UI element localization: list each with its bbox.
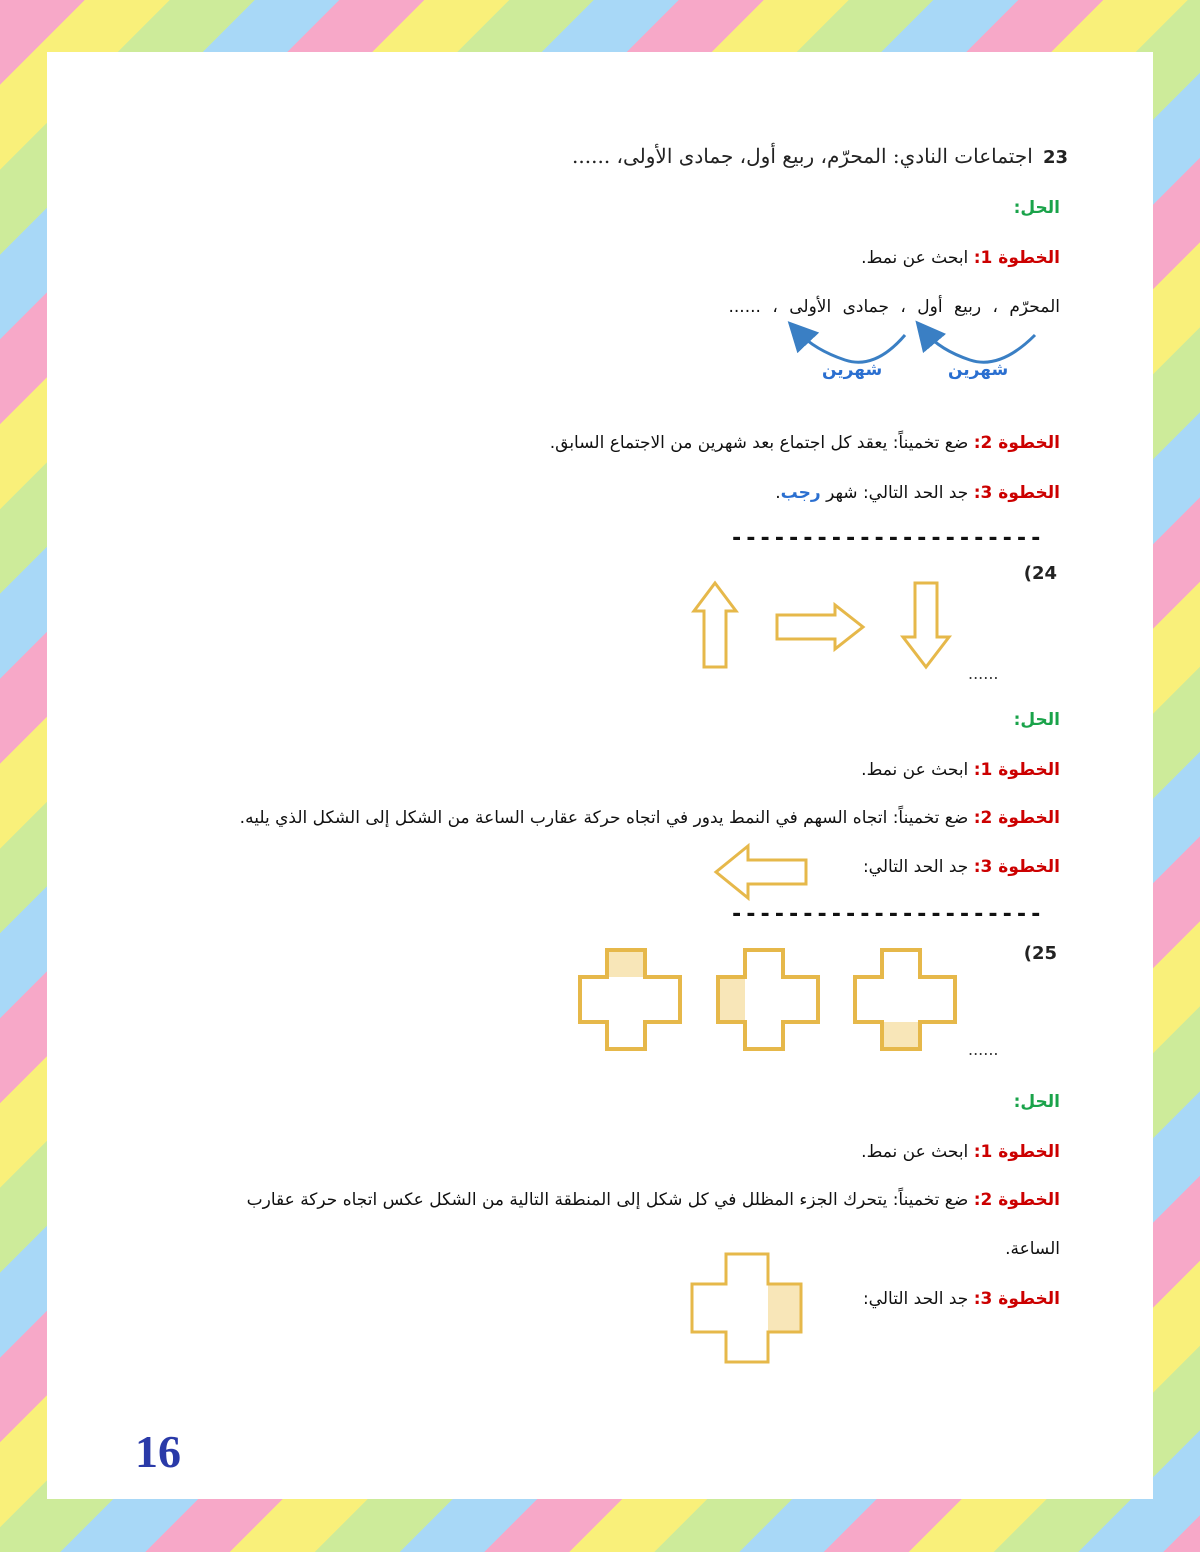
q24-step2-text: ضع تخميناً: اتجاه السهم في النمط يدور في اتجاه حركة عقارب الساعة من الشكل إلى الشكل الذي يليه. <box>239 808 969 828</box>
q23-arrows-diagram <box>780 320 1050 365</box>
page-number: 16 <box>135 1426 181 1477</box>
q24-step1 <box>861 760 1060 780</box>
shape-arrow-down <box>903 583 949 667</box>
arrow-curve-left <box>798 332 905 362</box>
q23-step3-end: . <box>775 483 781 503</box>
q23-number: 23 <box>1042 147 1068 168</box>
q25-step2-label: الخطوة 2: <box>973 1190 1060 1210</box>
q24-step3-label: الخطوة 3: <box>973 857 1060 877</box>
separator-1: ---------------------- <box>730 526 1044 551</box>
q24-arrows-figure <box>685 575 970 675</box>
q25-number: (25 <box>1023 943 1057 964</box>
q25-step1 <box>861 1142 1060 1162</box>
q25-solution-label: الحل: <box>1013 1092 1060 1112</box>
q25-crosses-figure <box>575 945 965 1057</box>
shape-arrow-right <box>777 605 863 649</box>
q24-step2-label: الخطوة 2: <box>973 808 1060 828</box>
q25-step2-line2: الساعة. <box>1005 1239 1060 1259</box>
q24-step3-text: جد الحد التالي: <box>862 857 969 877</box>
q24-step1-text: ابحث عن نمط. <box>861 760 969 780</box>
q25-step2-text-line1: ضع تخميناً: يتحرك الجزء المظلل في كل شكل إلى المنطقة التالية من الشكل عكس اتجاه حركة عقارب <box>246 1190 969 1210</box>
q25-step1-text: ابحث عن نمط. <box>861 1142 969 1162</box>
q25-step3 <box>863 1289 1060 1309</box>
shape-arrow-up <box>694 583 736 667</box>
q25-step3-text: جد الحد التالي: <box>862 1289 969 1309</box>
q23-step2-label: الخطوة 2: <box>973 433 1060 453</box>
arrow-curve-right <box>925 332 1035 362</box>
q23-step3 <box>775 483 1060 503</box>
q25-step2 <box>247 1190 1060 1210</box>
q24-number: (24 <box>1023 563 1057 584</box>
q23-heading <box>572 144 1068 168</box>
cross-3 <box>855 950 955 1049</box>
q24-step3 <box>863 857 1060 877</box>
q23-step3-text: جد الحد التالي: شهر <box>826 483 969 503</box>
q23-sequence: المحرّم ، ربيع أول ، جمادى الأولى ، ...... <box>728 297 1060 317</box>
q24-step2 <box>240 808 1060 828</box>
q23-step1 <box>861 248 1060 268</box>
q23-step3-answer: رجب <box>780 483 821 503</box>
q25-dots: ...... <box>968 1040 999 1059</box>
q23-step2-text: ضع تخميناً: يعقد كل اجتماع بعد شهرين من الاجتماع السابق. <box>549 433 969 453</box>
q24-step1-label: الخطوة 1: <box>973 760 1060 780</box>
separator-2: ---------------------- <box>730 902 1044 927</box>
q23-arrow-label-2: شهرين <box>822 360 883 380</box>
q23-solution-label: الحل: <box>1013 198 1060 218</box>
q25-step1-label: الخطوة 1: <box>973 1142 1060 1162</box>
q25-answer-cross <box>688 1250 808 1368</box>
q23-step3-label: الخطوة 3: <box>973 483 1060 503</box>
q25-step3-label: الخطوة 3: <box>973 1289 1060 1309</box>
q23-step1-text: ابحث عن نمط. <box>861 248 969 268</box>
q23-step1-label: الخطوة 1: <box>973 248 1060 268</box>
q23-step2 <box>550 433 1060 453</box>
q23-question: اجتماعات النادي: المحرّم، ربيع أول، جمادى الأولى، ...... <box>572 144 1033 168</box>
q23-arrow-label-1: شهرين <box>948 360 1009 380</box>
cross-2 <box>718 950 818 1049</box>
q24-solution-label: الحل: <box>1013 710 1060 730</box>
cross-1 <box>580 950 680 1049</box>
q24-answer-arrow-left <box>712 842 812 902</box>
q24-dots: ...... <box>968 664 999 683</box>
shape-arrow-left <box>716 846 806 898</box>
